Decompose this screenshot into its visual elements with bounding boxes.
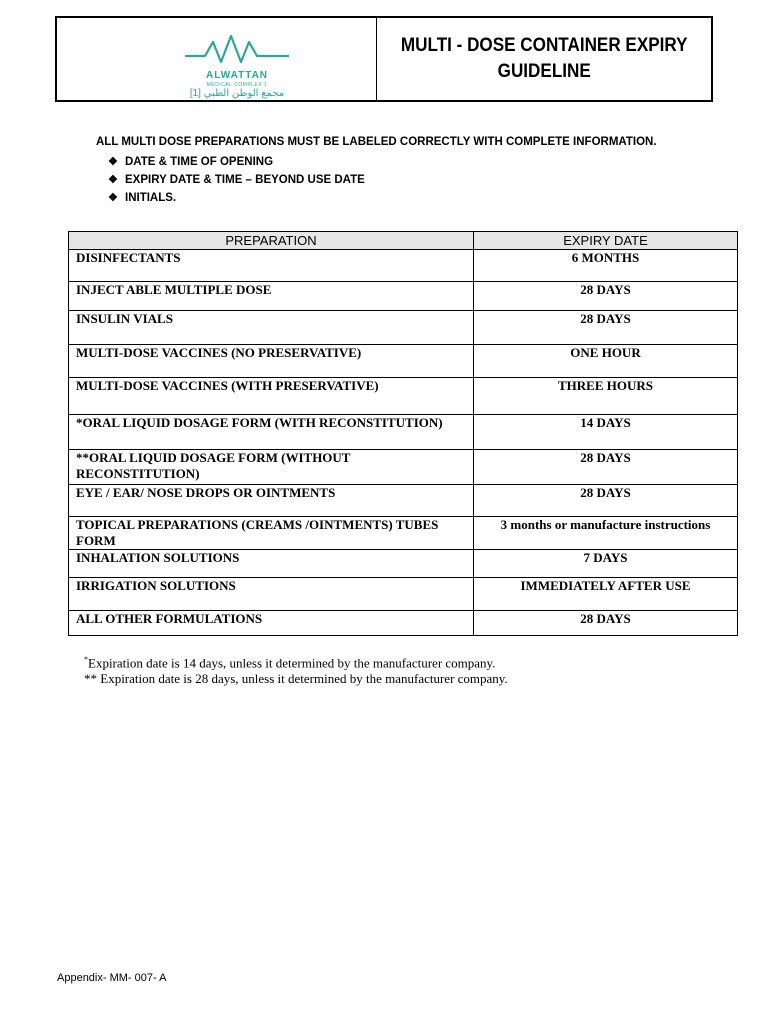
table-row [69,311,738,345]
preparation-cell: EYE / EAR/ NOSE DROPS OR OINTMENTS [69,485,474,517]
expiry-cell: IMMEDIATELY AFTER USE [474,578,738,611]
intro-text: ALL MULTI DOSE PREPARATIONS MUST BE LABELED CORRECTLY WITH COMPLETE INFORMATION. [96,136,657,148]
table-header-row [69,232,738,250]
preparation-cell: IRRIGATION SOLUTIONS [69,578,474,611]
footnotes [84,652,508,687]
expiry-cell: THREE HOURS [474,378,738,415]
expiry-cell: 28 DAYS [474,450,738,485]
logo-arabic-name: مجمع الوطن الطبي [1] [189,88,285,99]
table-row [69,250,738,282]
preparation-cell: INJECT ABLE MULTIPLE DOSE [69,282,474,311]
table-row [69,282,738,311]
expiry-cell: 3 months or manufacture instructions [474,517,738,550]
document-header [55,16,713,102]
expiry-cell: 6 MONTHS [474,250,738,282]
preparation-cell: ALL OTHER FORMULATIONS [69,611,474,636]
table-row [69,550,738,578]
bullet-text: EXPIRY DATE & TIME – BEYOND USE DATE [125,174,365,186]
table-row [69,517,738,550]
diamond-bullet-icon: ❖ [108,156,118,168]
diamond-bullet-icon: ❖ [108,174,118,186]
expiry-cell: 14 DAYS [474,415,738,450]
footnote-1-mark: * [84,655,88,664]
title-cell [377,18,711,100]
diamond-bullet-icon: ❖ [108,192,118,204]
preparation-cell: **ORAL LIQUID DOSAGE FORM (WITHOUT RECONSTITUTION) [69,450,474,485]
table-row [69,485,738,517]
preparation-cell: MULTI-DOSE VACCINES (WITH PRESERVATIVE) [69,378,474,415]
table-row [69,378,738,415]
expiry-cell: 28 DAYS [474,311,738,345]
document-footer: Appendix- MM- 007- A [57,972,167,984]
preparation-cell: MULTI-DOSE VACCINES (NO PRESERVATIVE) [69,345,474,378]
logo-subtitle: MEDICAL COMPLEX 1 [206,82,268,88]
preparation-cell: INSULIN VIALS [69,311,474,345]
table-row [69,578,738,611]
expiry-cell: 28 DAYS [474,282,738,311]
title-line-1: MULTI - DOSE CONTAINER EXPIRY [400,35,688,56]
logo-cell [57,18,377,100]
table-row [69,345,738,378]
table-row [69,611,738,636]
preparation-cell: *ORAL LIQUID DOSAGE FORM (WITH RECONSTITUTION) [69,415,474,450]
column-header-preparation: PREPARATION [69,232,474,250]
heartbeat-logo-icon [185,34,289,68]
table-row [69,450,738,485]
footnote-1-text: Expiration date is 14 days, unless it determined by the manufacturer company. [88,655,496,671]
expiry-cell: 28 DAYS [474,485,738,517]
table-row [69,415,738,450]
bullet-text: INITIALS. [125,192,177,204]
bullet-list [108,153,365,207]
bullet-item [108,189,365,207]
preparation-cell: INHALATION SOLUTIONS [69,550,474,578]
bullet-item [108,171,365,189]
footnote-2: ** Expiration date is 28 days, unless it determined by the manufacturer company. [84,671,508,687]
document-title [401,33,688,85]
expiry-table [68,231,738,636]
bullet-text: DATE & TIME OF OPENING [125,156,274,168]
title-line-2: GUIDELINE [497,61,591,82]
preparation-cell: DISINFECTANTS [69,250,474,282]
preparation-cell: TOPICAL PREPARATIONS (CREAMS /OINTMENTS) TUBES FORM [69,517,474,550]
logo-name: ALWATTAN [205,70,269,81]
column-header-expiry: EXPIRY DATE [474,232,738,250]
bullet-item [108,153,365,171]
footnote-1 [84,652,508,671]
expiry-cell: 7 DAYS [474,550,738,578]
expiry-cell: ONE HOUR [474,345,738,378]
expiry-cell: 28 DAYS [474,611,738,636]
